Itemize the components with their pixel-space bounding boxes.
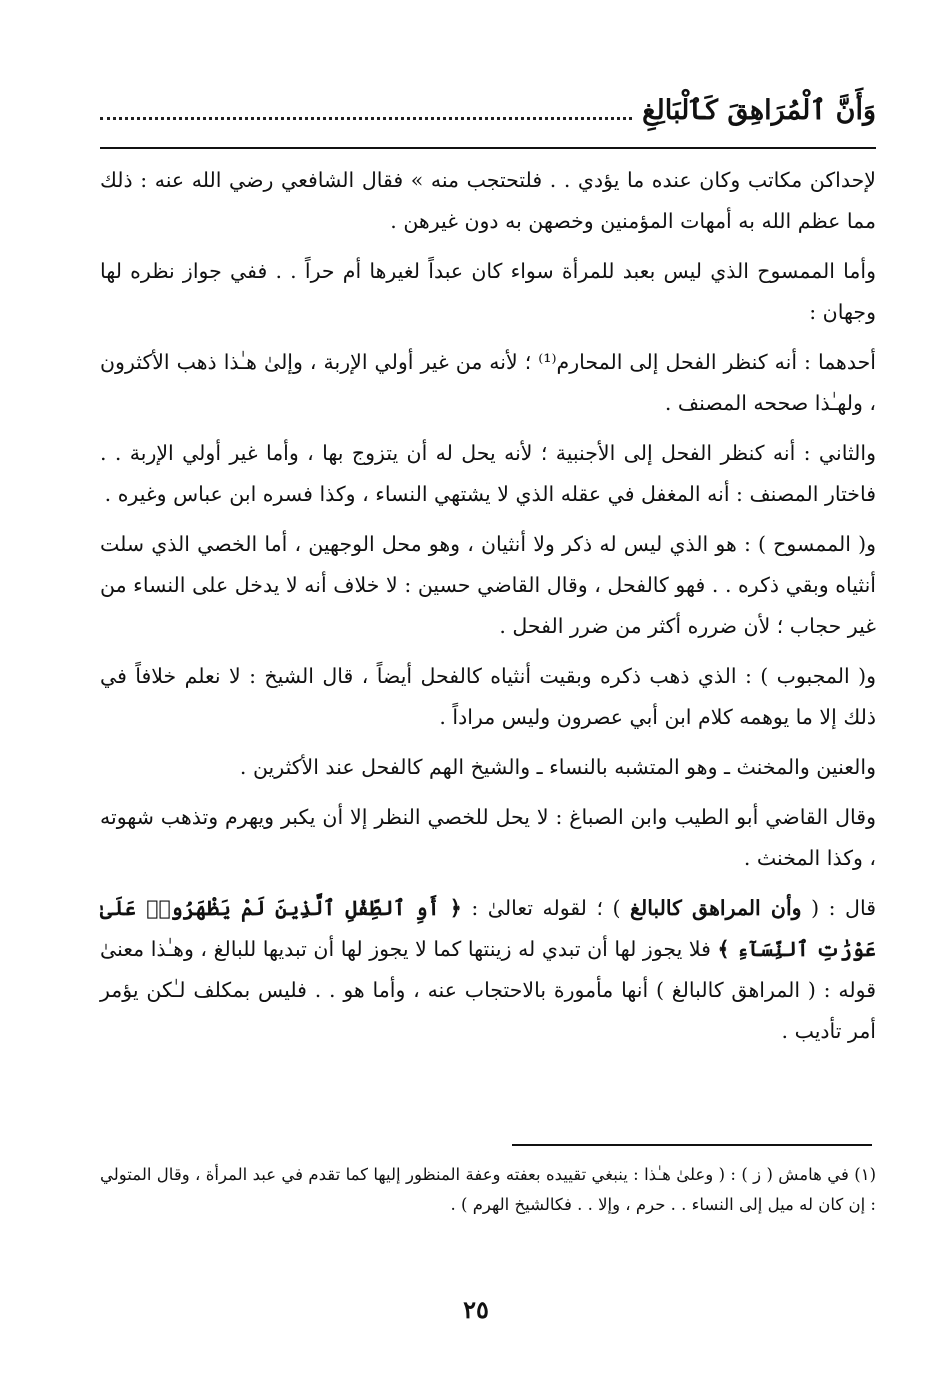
header-rule bbox=[100, 147, 876, 149]
header-dot-leader bbox=[100, 117, 632, 120]
paragraph-intro: قال : ( bbox=[801, 896, 876, 920]
paragraph: وقال القاضي أبو الطيب وابن الصباغ : لا يحل للخصي النظر إلا أن يكبر ويهرم وتذهب شهوته ، وكذا المخنث . bbox=[100, 805, 876, 870]
paragraph: و( المجبوب ) : الذي ذهب ذكره وبقيت أنثياه كالفحل أيضاً ، قال الشيخ : لا نعلم خلافاً في ذلك إلا ما يوهمه كلام ابن أبي عصرون وليس مراداً . bbox=[100, 664, 876, 729]
page-header bbox=[100, 80, 876, 126]
paragraph: لإحداكن مكاتب وكان عنده ما يؤدي . . فلتحتجب منه » فقال الشافعي رضي الله عنه : ذلك مما عظم الله به أمهات المؤمنين وخصهن به دون غيرهن . bbox=[100, 168, 876, 233]
paragraph-mid: ) ؛ لقوله تعالىٰ : bbox=[461, 896, 631, 920]
main-text bbox=[100, 160, 876, 1061]
paragraph: و( الممسوح ) : هو الذي ليس له ذكر ولا أنثيان ، وهو محل الوجهين ، أما الخصي الذي سلت أنثياه وبقي ذكره . . فهو كالفحل ، وقال القاضي حسين : لا خلاف أنه لا يدخل على النساء من غير حجاب ؛ لأن ضرره أكثر من ضرر الفحل . bbox=[100, 532, 876, 638]
footnote-rule bbox=[512, 1144, 872, 1146]
paragraph-rest: فلا يجوز لها أن تبدي له زينتها كما لا يجوز لها أن تبديها للبالغ ، وهـٰذا معنىٰ قوله : ( المراهق كالبالغ ) أنها مأمورة بالاحتجاب عنه ، وأما هو . . فليس بمكلف لـٰكن يؤمر أمر تأديب . bbox=[100, 937, 876, 1043]
running-head: وَأَنَّ ٱلْمُرَاهِقَ كَٱلْبَالِغِ bbox=[642, 95, 876, 126]
page-number: ٢٥ bbox=[463, 1295, 489, 1324]
quran-verse: ﴿ أَوِ ٱلطِّفْلِ ٱلَّذِينَ لَمْ يَظْهَرُوا۟ عَلَىٰ عَوْرَٰتِ ٱلنِّسَآءِ ﴾ bbox=[100, 896, 876, 961]
footnote: (١) في هامش ( ز ) : ( وعلىٰ هـٰذا : ينبغي تقييده بعفته وعفة المنظور إليها كما تقدم في عبد المرأة ، وقال المتولي : إن كان له ميل إلى النساء . . حرم ، وإلا . . فكالشيخ الهرم ) . bbox=[100, 1165, 876, 1214]
paragraph: وأما الممسوح الذي ليس بعبد للمرأة سواء كان عبداً لغيرها أم حراً . . ففي جواز نظره لها وجهان : bbox=[100, 259, 876, 324]
paragraph: والثاني : أنه كنظر الفحل إلى الأجنبية ؛ لأنه يحل له أن يتزوج بها ، وأما غير أولي الإربة . . فاختار المصنف : أنه المغفل في عقله الذي لا يشتهي النساء ، وكذا فسره ابن عباس وغيره . bbox=[100, 441, 876, 506]
paragraph: والعنين والمخنث ـ وهو المتشبه بالنساء ـ والشيخ الهم كالفحل عند الأكثرين . bbox=[239, 755, 876, 779]
matn-phrase: وأن المراهق كالبالغ bbox=[630, 896, 802, 920]
paragraph-quote bbox=[100, 888, 876, 1052]
paragraph: أحدهما : أنه كنظر الفحل إلى المحارم⁽¹⁾ ؛ لأنه من غير أولي الإربة ، وإلىٰ هـٰذا ذهب الأكثرون ، ولهـٰذا صححه المصنف . bbox=[100, 350, 876, 415]
